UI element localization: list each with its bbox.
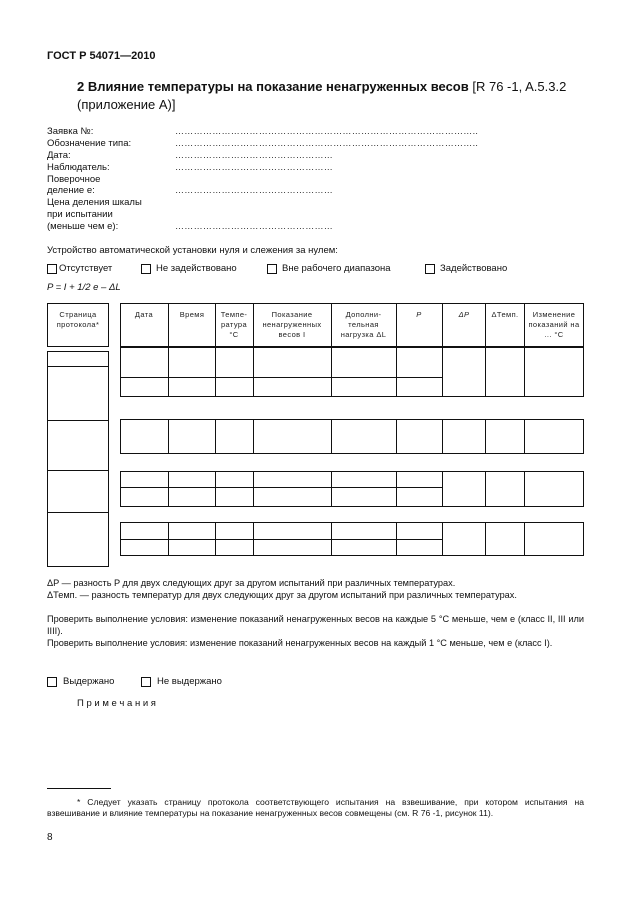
checkbox-out-of-range-label: Вне рабочего диапазона [282, 263, 391, 274]
checkbox-engaged-label: Задействовано [440, 263, 508, 274]
checkbox-passed[interactable] [47, 677, 57, 687]
checkbox-not-engaged-label: Не задействовано [156, 263, 237, 274]
field-label: Поверочное [47, 174, 101, 185]
header-delta-p: ΔP [458, 310, 470, 319]
footnote-separator [47, 788, 111, 789]
checkbox-engaged[interactable] [425, 264, 435, 274]
field-dots[interactable]: …………………………………………… [175, 150, 334, 160]
checkbox-not-engaged[interactable] [141, 264, 151, 274]
field-label: при испытании [47, 209, 113, 220]
section-title-ref2: (приложение А)] [77, 97, 176, 112]
page-column[interactable] [47, 351, 109, 567]
section-title-main: 2 Влияние температуры на показание ненагруженных весов [77, 79, 469, 94]
checkbox-absent[interactable] [47, 264, 57, 274]
header-temperature: Темпе-ратура °C [220, 310, 248, 339]
field-label: (меньше чем e): [47, 221, 119, 232]
formula: P = I + 1/2 e – ΔL [47, 282, 121, 293]
zero-device-label: Устройство автоматической установки нуля и слежения за нулем: [47, 245, 338, 256]
footnote: * Следует указать страницу протокола соответствующего испытания на взвешивание, при котором испытания на взвешивание и влияние температуры на показание ненагруженных весов совмещены (см. R 76 -1, рисунок 11). [47, 797, 584, 818]
checkbox-absent-label: Отсутствует [59, 263, 113, 274]
note-delta-temp: ΔТемп. — разность температур для двух следующих друг за другом испытаний при различных температурах. [47, 590, 517, 600]
header-page-label: Страница протокола* [56, 310, 100, 329]
field-label: Заявка №: [47, 126, 94, 137]
page-number: 8 [47, 832, 53, 843]
checkbox-passed-label: Выдержано [63, 676, 115, 687]
field-label: деление e: [47, 185, 95, 196]
section-title [77, 78, 597, 114]
checkbox-out-of-range[interactable] [267, 264, 277, 274]
remarks-heading: П р и м е ч а н и я [77, 698, 156, 709]
header-time: Время [179, 310, 205, 319]
header-p: P [416, 310, 422, 319]
field-dots[interactable]: …………………………………………… [175, 162, 334, 172]
field-dots[interactable]: …………………………………………………………………………………….. [175, 126, 479, 136]
field-dots[interactable]: …………………………………………………………………………………….. [175, 138, 479, 148]
field-label: Наблюдатель: [47, 162, 110, 173]
header-indication: Показание ненагруженных весов I [262, 310, 322, 339]
check-condition-2: Проверить выполнение условия: изменение показаний ненагруженных весов на каждый 1 °C меньше, чем e (класс I). [47, 638, 553, 648]
standard-number: ГОСТ Р 54071—2010 [47, 50, 156, 62]
note-delta-p: ΔP — разность P для двух следующих друг за другом испытаний при различных температурах. [47, 578, 456, 588]
header-delta-temp: ΔТемп. [491, 310, 519, 319]
check-condition-1: Проверить выполнение условия: изменение показаний ненагруженных весов на каждые 5 °C меньше, чем e (класс II, III или IIII). [47, 614, 584, 636]
header-additional-load: Дополни-тельная нагрузка ΔL [340, 310, 387, 339]
header-change: Изменение показаний на ... °C [528, 310, 580, 339]
field-label: Цена деления шкалы [47, 197, 142, 208]
section-title-ref: [R 76 -1, A.5.3.2 [472, 79, 567, 94]
checkbox-failed[interactable] [141, 677, 151, 687]
header-date: Дата [134, 310, 154, 319]
field-dots[interactable]: …………………………………………… [175, 221, 334, 231]
field-label: Дата: [47, 150, 71, 161]
field-label: Обозначение типа: [47, 138, 132, 149]
field-dots[interactable]: …………………………………………… [175, 185, 334, 195]
checkbox-failed-label: Не выдержано [157, 676, 222, 687]
